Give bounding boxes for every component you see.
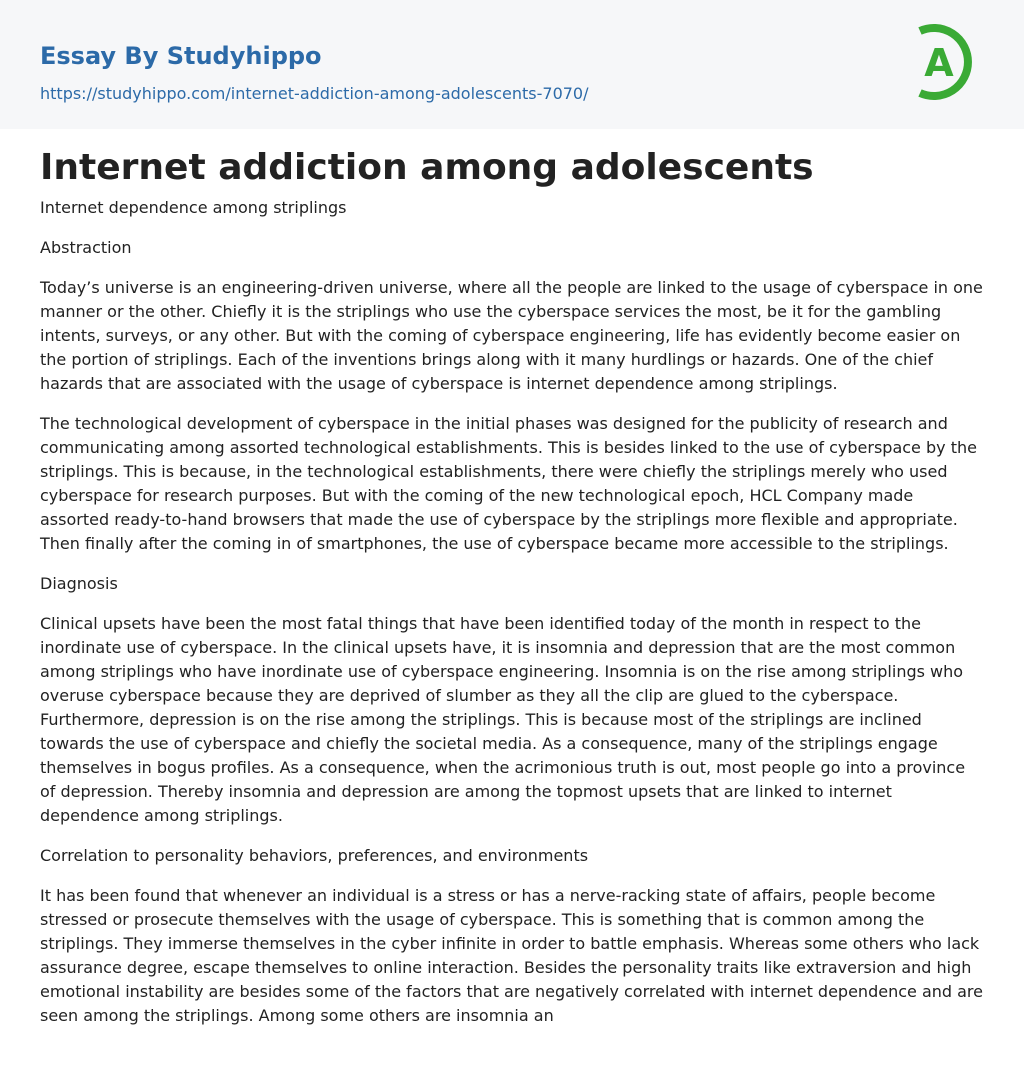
- circle-a-logo-icon[interactable]: [912, 19, 986, 105]
- source-url-link[interactable]: https://studyhippo.com/internet-addiction-among-adolescents-7070/: [40, 84, 589, 103]
- brand-name[interactable]: Essay By Studyhippo: [40, 42, 322, 70]
- article-title: Internet addiction among adolescents: [40, 147, 814, 188]
- section-heading-correlation: Correlation to personality behaviors, preferences, and environments: [40, 846, 589, 865]
- paragraph: The technological development of cyberspace in the initial phases was designed for the publicity of research and communicating among assorted technological establishments. This is besides linked to the use of cyberspace by the striplings. This is because, in the technological establishments, there were chiefly the striplings merely who used cyberspace for research purposes. But with the coming of the new technological epoch, HCL Company made assorted ready-to-hand browsers that made the use of cyberspace by the striplings more flexible and appropriate. Then finally after the coming in of smartphones, the use of cyberspace became more accessible to the striplings.: [40, 414, 977, 553]
- article-subtitle: Internet dependence among striplings: [40, 198, 347, 217]
- paragraph: Clinical upsets have been the most fatal things that have been identified today of the month in respect to the inordinate use of cyberspace. In the clinical upsets have, it is insomnia and depression that are the most common among striplings who have inordinate use of cyberspace engineering. Insomnia is on the rise among striplings who overuse cyberspace because they are deprived of slumber as they all the clip are glued to the cyberspace. Furthermore, depression is on the rise among the striplings. This is because most of the striplings are inclined towards the use of cyberspace and chiefly the societal media. As a consequence, many of the striplings engage themselves in bogus profiles. As a consequence, when the acrimonious truth is out, most people go into a province of depression. Thereby insomnia and depression are among the topmost upsets that are linked to internet dependence among striplings.: [40, 614, 966, 825]
- logo-letter: A: [924, 41, 954, 85]
- article-body: [40, 196, 984, 1044]
- section-heading-abstraction: Abstraction: [40, 238, 132, 257]
- section-heading-diagnosis: Diagnosis: [40, 574, 118, 593]
- paragraph: Today’s universe is an engineering-driven universe, where all the people are linked to the usage of cyberspace in one manner or the other. Chiefly it is the striplings who use the cyberspace services the most, be it for the gambling intents, surveys, or any other. But with the coming of cyberspace engineering, life has evidently become easier on the portion of striplings. Each of the inventions brings along with it many hurdlings or hazards. One of the chief hazards that are associated with the usage of cyberspace is internet dependence among striplings.: [40, 278, 983, 393]
- paragraph: It has been found that whenever an individual is a stress or has a nerve-racking state of affairs, people become stressed or prosecute themselves with the usage of cyberspace. This is something that is common among the striplings. They immerse themselves in the cyber infinite in order to battle emphasis. Whereas some others who lack assurance degree, escape themselves to online interaction. Besides the personality traits like extraversion and high emotional instability are besides some of the factors that are negatively correlated with internet dependence and are seen among the striplings. Among some others are insomnia an: [40, 886, 983, 1025]
